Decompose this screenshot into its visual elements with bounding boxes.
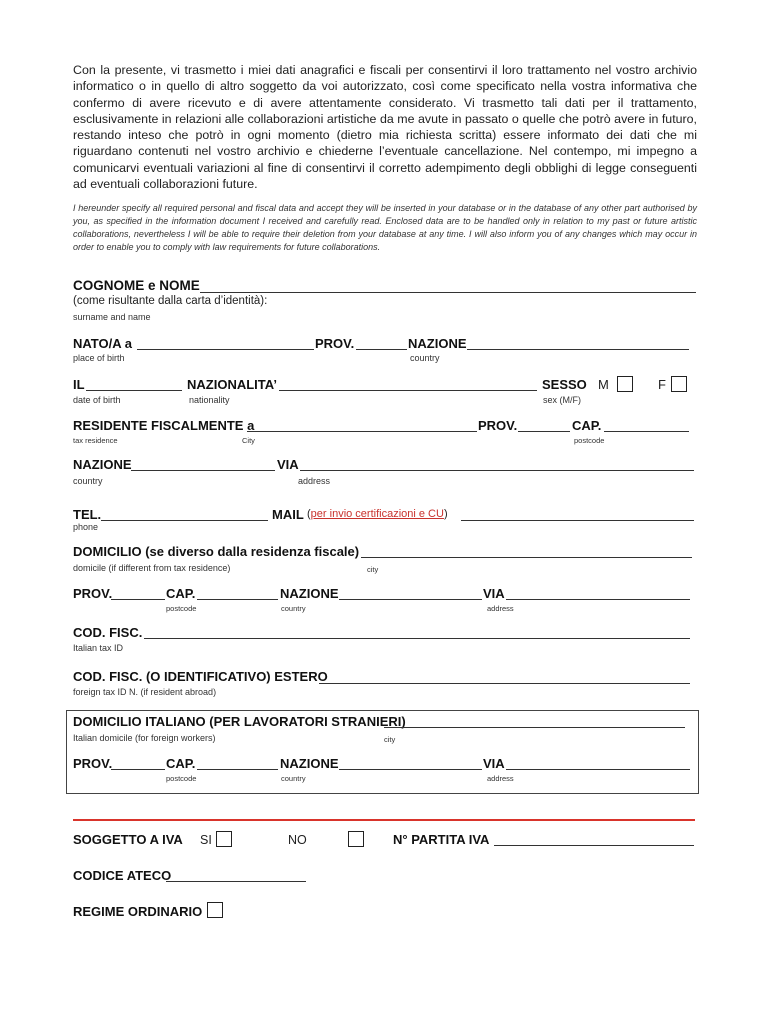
surname-name-field[interactable] [200, 292, 696, 293]
birthdate-sublabel: date of birth [73, 395, 121, 405]
mail-note [307, 508, 448, 520]
birth-prov-label: PROV. [315, 336, 355, 351]
residence-nation-label: NAZIONE [73, 457, 132, 472]
intro-paragraph-italian: Con la presente, vi trasmetto i miei dati anagrafici e fiscali per consentirvi il loro trattamento nel vostro archivio informatico o in quello di altro soggetto da voi autorizzato, così come specificato nella vostra informativa che confermo di avere ricevuto e di avere attentamente considerato. Vi trasmetto tali dati per il trattamento, esclusivamente in relazioni alle collaborazioni artistiche da me avute in passato o quelle che potrò avere in futuro, restando inteso che potrò in ogni momento (dietro mia richiesta scritta) essere informato dei dati che mi riguardano contenuti nel vostro archivio e chiederne l’eventuale cancellazione. Nel contempo, mi impegno a comunicarvi eventuali variazioni al fine di consentirvi il corretto adempimento degli obblighi di legge conseguenti ad eventuali collaborazioni future. [73, 63, 697, 192]
mail-note-close: ) [443, 508, 448, 520]
birth-nation-label: NAZIONE [408, 336, 467, 351]
mail-field[interactable] [461, 520, 694, 521]
italian-domicile-nation-field[interactable] [339, 769, 482, 770]
italian-domicile-address-field[interactable] [506, 769, 690, 770]
tax-residence-field[interactable] [247, 431, 477, 432]
vat-subject-label: SOGGETTO A IVA [73, 832, 183, 847]
sex-m-label: M [598, 377, 609, 392]
domicile-city-sublabel: city [367, 565, 379, 574]
birth-nation-field[interactable] [467, 349, 689, 350]
domicile-address-sublabel: address [487, 604, 514, 613]
nationality-sublabel: nationality [189, 395, 230, 405]
italian-domicile-label: DOMICILIO ITALIANO (PER LAVORATORI STRANIERI) [73, 714, 406, 729]
vat-no-label: NO [288, 833, 307, 847]
italian-domicile-address-label: VIA [483, 756, 505, 771]
tax-code-label: COD. FISC. [73, 625, 143, 640]
mail-label: MAIL [272, 507, 304, 522]
sex-f-checkbox[interactable] [671, 376, 687, 392]
domicile-sublabel: domicile (if different from tax residence) [73, 563, 231, 573]
vat-number-field[interactable] [494, 845, 694, 846]
italian-domicile-city-sublabel: city [384, 735, 396, 744]
residence-cap-sublabel: postcode [574, 436, 605, 445]
birthplace-sublabel: place of birth [73, 353, 125, 363]
section-divider [73, 819, 695, 821]
italian-domicile-field[interactable] [384, 727, 685, 728]
domicile-nation-label: NAZIONE [280, 586, 339, 601]
domicile-prov-label: PROV. [73, 586, 113, 601]
birth-nation-sublabel: country [410, 353, 440, 363]
residence-nation-sublabel: country [73, 476, 103, 486]
italian-domicile-prov-label: PROV. [73, 756, 113, 771]
mail-note-text: per invio certificazioni e CU [310, 508, 444, 520]
tax-residence-sublabel: tax residence [73, 436, 118, 445]
birth-prov-field[interactable] [356, 349, 407, 350]
foreign-tax-code-sublabel: foreign tax ID N. (if resident abroad) [73, 687, 217, 697]
foreign-tax-code-label: COD. FISC. (O IDENTIFICATIVO) ESTERO [73, 669, 328, 684]
residence-prov-label: PROV. [478, 418, 518, 433]
italian-domicile-cap-field[interactable] [197, 769, 278, 770]
sex-m-checkbox[interactable] [617, 376, 633, 392]
italian-domicile-cap-label: CAP. [166, 756, 196, 771]
sex-label: SESSO [542, 377, 587, 392]
phone-field[interactable] [101, 520, 268, 521]
birthdate-label: IL [73, 377, 85, 392]
italian-domicile-cap-sublabel: postcode [166, 774, 197, 783]
foreign-tax-code-field[interactable] [319, 683, 690, 684]
residence-nation-field[interactable] [131, 470, 275, 471]
residence-cap-label: CAP. [572, 418, 602, 433]
domicile-field[interactable] [361, 557, 692, 558]
vat-no-checkbox[interactable] [348, 831, 364, 847]
tax-residence-city-sublabel: City [242, 436, 255, 445]
residence-cap-field[interactable] [604, 431, 689, 432]
vat-number-label: N° PARTITA IVA [393, 832, 490, 847]
italian-domicile-sublabel: Italian domicile (for foreign workers) [73, 733, 216, 743]
tax-code-field[interactable] [144, 638, 690, 639]
vat-yes-checkbox[interactable] [216, 831, 232, 847]
birthplace-label: NATO/A a [73, 336, 132, 351]
birthplace-field[interactable] [137, 349, 314, 350]
vat-yes-label: SI [200, 833, 212, 847]
residence-prov-field[interactable] [518, 431, 570, 432]
ateco-code-field[interactable] [166, 881, 306, 882]
nationality-label: NAZIONALITA’ [187, 377, 278, 392]
domicile-label: DOMICILIO (se diverso dalla residenza fiscale) [73, 544, 360, 559]
domicile-address-field[interactable] [506, 599, 690, 600]
domicile-cap-label: CAP. [166, 586, 196, 601]
tax-residence-label: RESIDENTE FISCALMENTE a [73, 418, 255, 433]
birthdate-field[interactable] [86, 390, 182, 391]
surname-name-sublabel: surname and name [73, 312, 151, 322]
tax-code-sublabel: Italian tax ID [73, 643, 124, 653]
italian-domicile-address-sublabel: address [487, 774, 514, 783]
domicile-nation-field[interactable] [339, 599, 482, 600]
intro-paragraph-english: I hereunder specify all required personal and fiscal data and accept they will be inserted in your database or in the database of any other part authorised by you, as specified in the information document I received and carefully read. Enclosed data are to be handled only in relation to my past or future artistic collaborations, nevertheless I will be able to require their deletion from your database at any time. I will also inform you of any changes which may occur in order to enable you to comply with law requirements for future collaborations. [73, 203, 697, 252]
italian-domicile-nation-sublabel: country [281, 774, 306, 783]
domicile-cap-field[interactable] [197, 599, 278, 600]
residence-address-field[interactable] [300, 470, 694, 471]
phone-sublabel: phone [73, 522, 99, 532]
italian-domicile-nation-label: NAZIONE [280, 756, 339, 771]
domicile-address-label: VIA [483, 586, 505, 601]
domicile-nation-sublabel: country [281, 604, 306, 613]
italian-domicile-prov-field[interactable] [111, 769, 165, 770]
ateco-code-label: CODICE ATECO [73, 868, 172, 883]
surname-name-label: COGNOME e NOME [73, 278, 200, 293]
residence-address-label: VIA [277, 457, 299, 472]
domicile-prov-field[interactable] [111, 599, 165, 600]
sex-f-label: F [658, 377, 666, 392]
surname-name-note: (come risultante dalla carta d’identità): [73, 295, 268, 307]
nationality-field[interactable] [279, 390, 537, 391]
residence-address-sublabel: address [298, 476, 331, 486]
sex-sublabel: sex (M/F) [543, 395, 581, 405]
domicile-cap-sublabel: postcode [166, 604, 197, 613]
phone-label: TEL. [73, 507, 102, 522]
mail-note-open: ( [307, 508, 311, 520]
ordinary-regime-label: REGIME ORDINARIO [73, 904, 203, 919]
ordinary-regime-checkbox[interactable] [207, 902, 223, 918]
